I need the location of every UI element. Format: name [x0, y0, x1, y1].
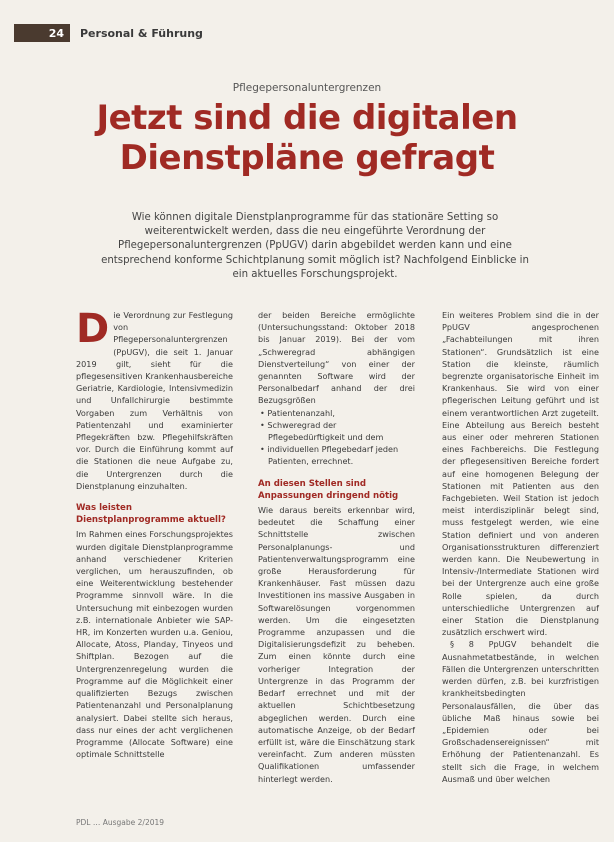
subheading: Was leisten Dienstplanprogramme aktuell?	[76, 503, 226, 526]
article-headline: Jetzt sind die digitalen Dienstpläne gefragt	[96, 98, 518, 178]
paragraph: der beiden Bereiche ermöglichte (Untersuchungsstand: Oktober 2018 bis Januar 2019). Bei der vom „Schweregrad abhängigen Dienstverteilung“ von einer der genannten Software wird der Personalbedarf anhand der drei Bezugsgrößen	[258, 310, 415, 406]
page-number: 24	[14, 24, 70, 42]
text-column-3	[442, 309, 599, 785]
text-column-1	[76, 306, 233, 760]
bullet-list	[258, 407, 415, 468]
list-item: • Patientenanzahl,	[268, 407, 415, 419]
paragraph: Im Rahmen eines Forschungsprojektes wurden digitale Dienstplanprogramme anhand verschiedener Kriterien verglichen, um herauszufinden, ob eine Weiterentwicklung bestehender Programme sinnvoll wäre. In die Untersuchung mit einbezogen wurden z.B. internationale Anbieter wie SAP-HR, im Konzerten wurden u.a. Geniou, Allocate, Atoss, Planday, Tinyeos und Shiftplan. Bezogen auf die Untergrenzenregelung wurden die Programme auf die Möglichkeit einer qualifizierten Bezugs zwischen Patientenanzahl und Personalplanung analysiert. Dabei stellte sich heraus, dass nur eines der acht verglichenen Programme (Allocate Software) eine optimale Schnittstelle	[76, 529, 233, 760]
section-title: Personal & Führung	[80, 26, 203, 40]
paragraph: Ein weiteres Problem sind die in der PpUGV angesprochenen „Fachabteilungen mit ihren Stationen“. Grundsätzlich ist eine Station die kleinste, räumlich begrenzte organisatorische Einheit im Krankenhaus. Sie wird von einer pflegerischen Leitung geführt und ist einem verantwortlichen Arzt zugeteilt. Eine Abteilung aus Bereich besteht aus einer oder mehreren Stationen eines Fachbereichs. Die Festlegung der pflegesensitiven Bereiche fordert auf eine homogenen Belegung der Stationen mit Patienten aus den Fachgebieten. Weil Station ist jedoch meist interdisziplinär belegt sind, muss festgelegt werden, wie eine Station definiert und von anderen Organisationsstrukturen differenziert werden kann. Die Neubewertung in Intensiv-/Intermediate Stationen wird bei der Untergrenze auch eine große Rolle spielen, da durch unterschiedliche Untergrenzen auf einer Station die Dienstplanung zusätzlich erschwert wird.	[442, 310, 599, 638]
paragraph: § 8 PpUGV behandelt die Ausnahmetatbestände, in welchen Fällen die Untergrenzen unterschritten werden dürfen, z.B. bei kurzfristigen krankheitsbedingten Personalausfällen, die über das übliche Maß hinaus sowie bei „Epidemien oder bei Großschadensereignissen“ mit Erhöhung der Patientenanzahl. Es stellt sich die Frage, in welchem Ausmaß und über welchen	[442, 639, 599, 784]
article-kicker: Pflegepersonaluntergrenzen	[232, 82, 382, 94]
page-header	[14, 24, 203, 42]
page-footer: PDL … Ausgabe 2/2019	[76, 818, 165, 827]
text-column-2	[258, 309, 415, 785]
list-item: • individuellen Pflegebedarf jeden Patienten, errechnet.	[268, 443, 415, 467]
subheading: An diesen Stellen sind Anpassungen dringend nötig	[258, 478, 399, 501]
paragraph	[76, 306, 233, 492]
drop-cap: D	[76, 306, 110, 352]
list-item: • Schweregrad der Pflegebedürftigkeit und dem	[268, 419, 415, 443]
article-lead: Wie können digitale Dienstplanprogramme für das stationäre Setting so weiterentwickelt werden, dass die neu eingeführte Verordnung der Pflegepersonaluntergrenzen (PpUGV) darin abgebildet werden kann und eine entsprechend konforme Schichtplanung somit möglich ist? Nachfolgend Einblicke in ein aktuelles Forschungsprojekt.	[101, 212, 529, 280]
paragraph: Wie daraus bereits erkennbar wird, bedeutet die Schaffung einer Schnittstelle zwischen Personalplanungs- und Patientenverwaltungsprogramm eine große Herausforderung für Krankenhäuser. Fast müssen dazu Investitionen ins massive Ausgaben in Softwarelösungen vorgenommen werden. Um die eingesetzten Programme anzupassen und die Digitalisierungsdefizit zu beheben. Zum einen könnte durch eine vorheriger Integration der Untergrenze in das Programm der Bedarf errechnet und mit der aktuellen Schichtbesetzung abgeglichen werden. Durch eine automatische Anzeige, ob der Bedarf erfüllt ist, wäre die Einschätzung stark vereinfacht. Zum anderen müssten Qualifikationen umfassender hinterlegt werden.	[258, 505, 415, 784]
paragraph-text: ie Verordnung zur Festlegung von Pflegepersonaluntergrenzen (PpUGV), die seit 1. Januar 2019 gilt, sieht für die pflegesensitiven Krankenhausbereiche Geriatrie, Kardiologie, Intensivmedizin und Unfallchirurgie bestimmte Vorgaben zum Verhältnis von Patientenzahl und examinierter Pflegekräften bzw. Pflegehilfskräften vor. Durch die Einführung kommt auf die Stationen die neue Aufgabe zu, die Untergrenzen durch die Dienstplanung einzuhalten.	[76, 310, 233, 491]
